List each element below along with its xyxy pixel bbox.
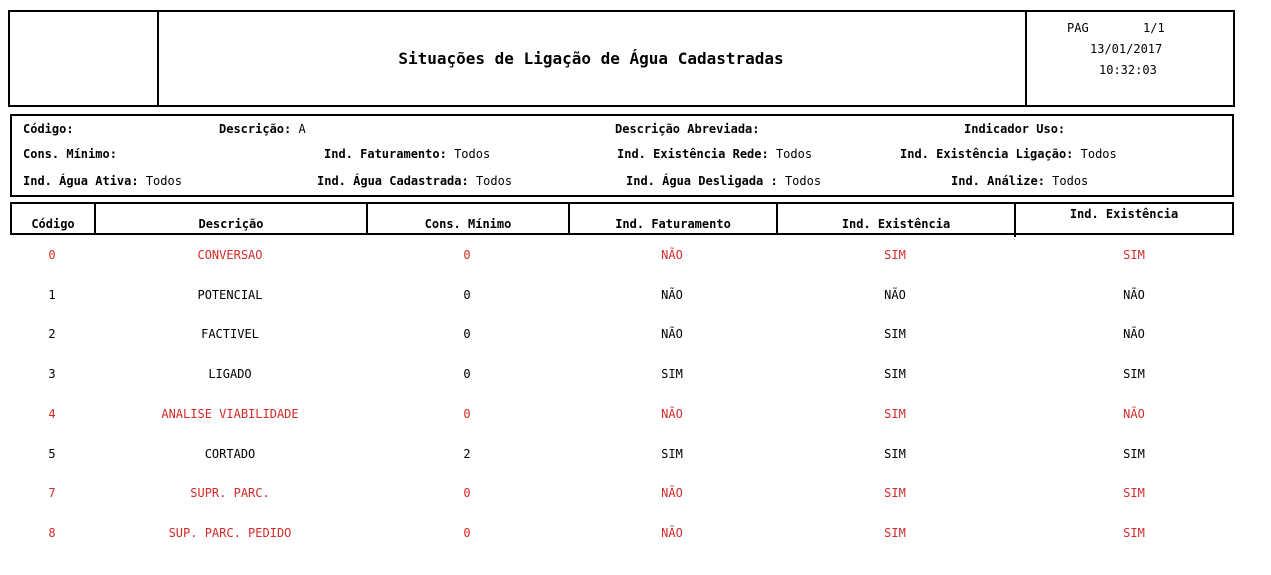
filter-panel: [10, 114, 1234, 197]
page-number: 1/1: [1143, 21, 1165, 35]
filter-ind-faturamento: Ind. Faturamento: Todos: [324, 147, 491, 161]
cell-ind-faturamento: NÃO: [661, 525, 683, 540]
cell-ind-existencia-rede: SIM: [884, 367, 906, 382]
cell-ind-existencia-ligacao: NÃO: [1123, 287, 1145, 302]
cell-ind-existencia-ligacao: NÃO: [1123, 327, 1145, 342]
table-row: [10, 288, 1234, 308]
cell-codigo: 0: [48, 248, 56, 262]
cell-descricao: CONVERSAO: [197, 248, 263, 262]
cell-ind-faturamento: NÃO: [661, 287, 683, 302]
column-header-ind-existencia-ligacao: Ind. Existência: [1069, 207, 1179, 221]
cell-ind-existencia-ligacao: NÃO: [1123, 406, 1145, 421]
cell-cons-minimo: 0: [463, 367, 471, 382]
cell-codigo: 8: [48, 525, 56, 540]
cell-cons-minimo: 0: [463, 406, 471, 421]
cell-ind-existencia-rede: SIM: [884, 248, 906, 262]
table-header: [10, 202, 1234, 235]
filter-cons-minimo: Cons. Mínimo:: [23, 147, 117, 161]
filter-descricao: Descrição: A: [219, 122, 306, 136]
column-header-ind-faturamento: Ind. Faturamento: [615, 217, 731, 231]
cell-ind-existencia-ligacao: SIM: [1123, 486, 1145, 501]
column-header-descricao: Descrição: [198, 217, 264, 231]
page-label: PAG: [1067, 21, 1089, 35]
table-row: [10, 486, 1234, 506]
cell-cons-minimo: 0: [463, 287, 471, 302]
report-title: Situações de Ligação de Água Cadastradas: [398, 49, 784, 68]
filter-ind-agua-ativa: Ind. Água Ativa: Todos: [23, 174, 182, 188]
report-date: 13/01/2017: [1090, 42, 1163, 56]
cell-ind-faturamento: NÃO: [661, 248, 683, 262]
cell-codigo: 7: [48, 486, 56, 501]
cell-ind-existencia-rede: NÃO: [884, 287, 906, 302]
column-header-cons-minimo: Cons. Mínimo: [424, 217, 512, 231]
cell-descricao: ANALISE VIABILIDADE: [161, 406, 299, 421]
cell-ind-faturamento: SIM: [661, 367, 683, 382]
filter-codigo: Código:: [23, 122, 74, 136]
table-row: [10, 248, 1234, 268]
table-row: [10, 526, 1234, 546]
cell-cons-minimo: 0: [463, 486, 471, 501]
cell-cons-minimo: 0: [463, 525, 471, 540]
cell-ind-faturamento: SIM: [661, 446, 683, 461]
cell-codigo: 2: [48, 327, 56, 342]
cell-ind-existencia-rede: SIM: [884, 327, 906, 342]
filter-ind-existencia-rede: Ind. Existência Rede: Todos: [617, 147, 813, 161]
cell-codigo: 5: [48, 446, 56, 461]
cell-ind-existencia-rede: SIM: [884, 486, 906, 501]
cell-descricao: SUP. PARC. PEDIDO: [168, 525, 292, 540]
cell-descricao: FACTIVEL: [201, 327, 259, 342]
cell-ind-faturamento: NÃO: [661, 406, 683, 421]
filter-ind-existencia-ligacao: Ind. Existência Ligação: Todos: [900, 147, 1117, 161]
cell-cons-minimo: 0: [463, 248, 471, 262]
filter-ind-agua-desligada: Ind. Água Desligada : Todos: [626, 174, 822, 188]
table-row: [10, 367, 1234, 387]
logo-area: [10, 12, 159, 105]
cell-descricao: SUPR. PARC.: [190, 486, 270, 501]
filter-ind-agua-cadastrada: Ind. Água Cadastrada: Todos: [317, 174, 513, 188]
cell-ind-existencia-ligacao: SIM: [1123, 525, 1145, 540]
cell-codigo: 4: [48, 406, 56, 421]
cell-codigo: 3: [48, 367, 56, 382]
filter-ind-analize: Ind. Análize: Todos: [951, 174, 1089, 188]
column-header-ind-existencia-rede: Ind. Existência: [841, 217, 951, 231]
cell-ind-existencia-ligacao: SIM: [1123, 248, 1145, 262]
cell-cons-minimo: 2: [463, 446, 471, 461]
report-meta: [1025, 12, 1235, 105]
table-row: [10, 447, 1234, 467]
cell-codigo: 1: [48, 287, 56, 302]
column-header-codigo: Código: [31, 217, 75, 231]
cell-descricao: CORTADO: [204, 446, 256, 461]
cell-descricao: LIGADO: [208, 367, 252, 382]
table-row: [10, 327, 1234, 347]
report-header: [8, 10, 1235, 107]
cell-ind-existencia-rede: SIM: [884, 406, 906, 421]
cell-descricao: POTENCIAL: [197, 287, 263, 302]
cell-ind-existencia-rede: SIM: [884, 446, 906, 461]
cell-ind-faturamento: NÃO: [661, 486, 683, 501]
filter-descricao-abreviada: Descrição Abreviada:: [615, 122, 760, 136]
report-time: 10:32:03: [1099, 63, 1157, 77]
cell-ind-existencia-ligacao: SIM: [1123, 367, 1145, 382]
cell-ind-faturamento: NÃO: [661, 327, 683, 342]
table-row: [10, 407, 1234, 427]
cell-cons-minimo: 0: [463, 327, 471, 342]
cell-ind-existencia-ligacao: SIM: [1123, 446, 1145, 461]
filter-indicador-uso: Indicador Uso:: [964, 122, 1066, 136]
cell-ind-existencia-rede: SIM: [884, 525, 906, 540]
